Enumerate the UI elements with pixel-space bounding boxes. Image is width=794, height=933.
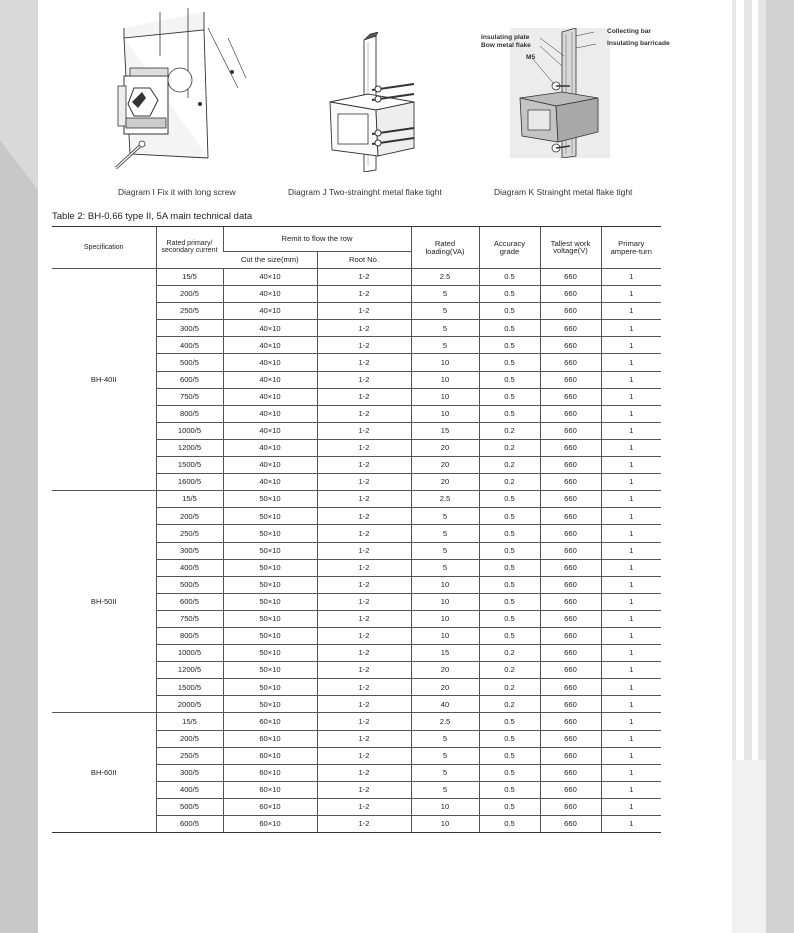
voltage-cell: 660 [540,679,601,696]
voltage-cell: 660 [540,388,601,405]
voltage-cell: 660 [540,696,601,713]
ampere-turn-cell: 1 [601,354,661,371]
table-title: Table 2: BH-0.66 type II, 5A main technical data [52,211,253,222]
rated-current-cell: 1500/5 [156,679,223,696]
rated-current-cell: 500/5 [156,354,223,371]
rated-current-cell: 400/5 [156,337,223,354]
root-no-cell: 1-2 [317,610,411,627]
label-collecting-bar: Collecting bar [607,28,651,35]
ampere-turn-cell: 1 [601,508,661,525]
rated-loading-cell: 5 [411,764,479,781]
ampere-turn-cell: 1 [601,439,661,456]
cut-size-cell: 40×10 [223,405,317,422]
rated-current-cell: 250/5 [156,747,223,764]
header-accuracy-grade: Accuracy grade [479,227,540,269]
rated-loading-cell: 2.5 [411,269,479,286]
ampere-turn-cell: 1 [601,491,661,508]
root-no-cell: 1-2 [317,320,411,337]
ampere-turn-cell: 1 [601,593,661,610]
header-root-no: Root No. [317,252,411,269]
ampere-turn-cell: 1 [601,645,661,662]
header-primary-turn: Primary ampere-turn [601,227,661,269]
accuracy-cell: 0.5 [479,781,540,798]
cut-size-cell: 60×10 [223,747,317,764]
cut-size-cell: 40×10 [223,422,317,439]
voltage-cell: 660 [540,781,601,798]
cut-size-cell: 40×10 [223,269,317,286]
cut-size-cell: 50×10 [223,491,317,508]
ampere-turn-cell: 1 [601,610,661,627]
rated-loading-cell: 20 [411,679,479,696]
rated-loading-cell: 40 [411,696,479,713]
ampere-turn-cell: 1 [601,286,661,303]
accuracy-cell: 0.5 [479,764,540,781]
rated-current-cell: 400/5 [156,781,223,798]
rated-current-cell: 500/5 [156,576,223,593]
rated-loading-cell: 10 [411,627,479,644]
accuracy-cell: 0.5 [479,816,540,833]
rated-loading-cell: 10 [411,576,479,593]
rated-loading-cell: 10 [411,610,479,627]
voltage-cell: 660 [540,405,601,422]
root-no-cell: 1-2 [317,781,411,798]
cut-size-cell: 50×10 [223,610,317,627]
rated-loading-cell: 10 [411,816,479,833]
root-no-cell: 1-2 [317,371,411,388]
ampere-turn-cell: 1 [601,422,661,439]
accuracy-cell: 0.5 [479,747,540,764]
root-no-cell: 1-2 [317,286,411,303]
ampere-turn-cell: 1 [601,388,661,405]
cut-size-cell: 50×10 [223,525,317,542]
header-remit-group: Remit to flow the row [223,227,411,252]
rated-loading-cell: 10 [411,593,479,610]
accuracy-cell: 0.5 [479,713,540,730]
rated-loading-cell: 20 [411,662,479,679]
rated-current-cell: 400/5 [156,559,223,576]
rated-current-cell: 15/5 [156,491,223,508]
root-no-cell: 1-2 [317,439,411,456]
ampere-turn-cell: 1 [601,269,661,286]
voltage-cell: 660 [540,422,601,439]
voltage-cell: 660 [540,303,601,320]
rated-current-cell: 800/5 [156,405,223,422]
root-no-cell: 1-2 [317,405,411,422]
ampere-turn-cell: 1 [601,337,661,354]
root-no-cell: 1-2 [317,474,411,491]
rated-loading-cell: 5 [411,320,479,337]
accuracy-cell: 0.5 [479,337,540,354]
rated-current-cell: 500/5 [156,798,223,815]
voltage-cell: 660 [540,764,601,781]
root-no-cell: 1-2 [317,388,411,405]
rated-current-cell: 15/5 [156,269,223,286]
accuracy-cell: 0.2 [479,439,540,456]
root-no-cell: 1-2 [317,747,411,764]
root-no-cell: 1-2 [317,679,411,696]
cut-size-cell: 60×10 [223,730,317,747]
rated-current-cell: 200/5 [156,286,223,303]
voltage-cell: 660 [540,354,601,371]
accuracy-cell: 0.5 [479,269,540,286]
accuracy-cell: 0.5 [479,627,540,644]
root-no-cell: 1-2 [317,593,411,610]
diagram-i-caption: Diagram I Fix it with long screw [118,187,236,197]
rated-current-cell: 250/5 [156,303,223,320]
accuracy-cell: 0.5 [479,320,540,337]
rated-loading-cell: 15 [411,422,479,439]
diagram-j-illustration [318,32,422,172]
ampere-turn-cell: 1 [601,559,661,576]
ampere-turn-cell: 1 [601,679,661,696]
accuracy-cell: 0.2 [479,457,540,474]
label-m5: M5 [526,54,536,61]
cut-size-cell: 40×10 [223,371,317,388]
label-insulating-plate: Insulating plate [481,34,530,41]
voltage-cell: 660 [540,542,601,559]
header-rated-current: Rated primary/ secondary current [156,227,223,269]
rated-loading-cell: 5 [411,747,479,764]
accuracy-cell: 0.5 [479,542,540,559]
rated-loading-cell: 15 [411,645,479,662]
cut-size-cell: 40×10 [223,439,317,456]
table-row [52,269,661,286]
accuracy-cell: 0.5 [479,371,540,388]
ampere-turn-cell: 1 [601,525,661,542]
ampere-turn-cell: 1 [601,542,661,559]
diagram-k-caption: Diagram K Strainght metal flake tight [494,187,633,197]
accuracy-cell: 0.5 [479,388,540,405]
cut-size-cell: 40×10 [223,354,317,371]
cut-size-cell: 50×10 [223,576,317,593]
root-no-cell: 1-2 [317,559,411,576]
ampere-turn-cell: 1 [601,576,661,593]
cut-size-cell: 40×10 [223,474,317,491]
rated-loading-cell: 5 [411,559,479,576]
voltage-cell: 660 [540,627,601,644]
voltage-cell: 660 [540,320,601,337]
rated-loading-cell: 20 [411,474,479,491]
voltage-cell: 660 [540,474,601,491]
voltage-cell: 660 [540,286,601,303]
voltage-cell: 660 [540,576,601,593]
voltage-cell: 660 [540,798,601,815]
rated-loading-cell: 10 [411,371,479,388]
table-row [52,491,661,508]
root-no-cell: 1-2 [317,269,411,286]
ampere-turn-cell: 1 [601,713,661,730]
cut-size-cell: 60×10 [223,781,317,798]
technical-data-table [52,226,661,833]
diagram-i-illustration [108,8,256,180]
voltage-cell: 660 [540,747,601,764]
rated-loading-cell: 5 [411,286,479,303]
ampere-turn-cell: 1 [601,457,661,474]
rated-current-cell: 200/5 [156,508,223,525]
root-no-cell: 1-2 [317,798,411,815]
voltage-cell: 660 [540,439,601,456]
cut-size-cell: 40×10 [223,303,317,320]
cut-size-cell: 50×10 [223,508,317,525]
rated-current-cell: 300/5 [156,764,223,781]
rated-current-cell: 2000/5 [156,696,223,713]
rated-loading-cell: 10 [411,388,479,405]
rated-loading-cell: 10 [411,405,479,422]
accuracy-cell: 0.5 [479,559,540,576]
rated-current-cell: 1200/5 [156,439,223,456]
diagram-j-caption: Diagram J Two-strainght metal flake tight [288,187,442,197]
ampere-turn-cell: 1 [601,781,661,798]
voltage-cell: 660 [540,371,601,388]
ampere-turn-cell: 1 [601,764,661,781]
cut-size-cell: 40×10 [223,320,317,337]
specification-cell: BH-50II [52,491,156,713]
cut-size-cell: 60×10 [223,816,317,833]
rated-loading-cell: 10 [411,798,479,815]
accuracy-cell: 0.5 [479,730,540,747]
rated-current-cell: 1000/5 [156,422,223,439]
voltage-cell: 660 [540,593,601,610]
rated-current-cell: 800/5 [156,627,223,644]
rated-current-cell: 200/5 [156,730,223,747]
accuracy-cell: 0.5 [479,798,540,815]
voltage-cell: 660 [540,645,601,662]
label-insulating-barricade: Insulating barricade [607,40,670,47]
root-no-cell: 1-2 [317,508,411,525]
voltage-cell: 660 [540,337,601,354]
root-no-cell: 1-2 [317,542,411,559]
accuracy-cell: 0.5 [479,303,540,320]
rated-loading-cell: 20 [411,457,479,474]
voltage-cell: 660 [540,491,601,508]
cut-size-cell: 60×10 [223,764,317,781]
accuracy-cell: 0.5 [479,525,540,542]
rated-loading-cell: 20 [411,439,479,456]
cut-size-cell: 50×10 [223,662,317,679]
rated-loading-cell: 2.5 [411,491,479,508]
root-no-cell: 1-2 [317,457,411,474]
accuracy-cell: 0.5 [479,576,540,593]
cut-size-cell: 60×10 [223,713,317,730]
cut-size-cell: 50×10 [223,593,317,610]
header-specification: Specification [52,227,156,269]
cut-size-cell: 50×10 [223,679,317,696]
cut-size-cell: 50×10 [223,559,317,576]
header-rated-loading: Rated loading(VA) [411,227,479,269]
ampere-turn-cell: 1 [601,627,661,644]
label-bow-metal-flake: Bow metal flake [481,42,531,49]
root-no-cell: 1-2 [317,645,411,662]
rated-loading-cell: 5 [411,508,479,525]
rated-current-cell: 600/5 [156,816,223,833]
root-no-cell: 1-2 [317,354,411,371]
specification-cell: BH-60II [52,713,156,833]
root-no-cell: 1-2 [317,422,411,439]
rated-current-cell: 1600/5 [156,474,223,491]
rated-loading-cell: 5 [411,542,479,559]
voltage-cell: 660 [540,610,601,627]
rated-current-cell: 600/5 [156,371,223,388]
accuracy-cell: 0.5 [479,610,540,627]
ampere-turn-cell: 1 [601,474,661,491]
root-no-cell: 1-2 [317,576,411,593]
voltage-cell: 660 [540,508,601,525]
voltage-cell: 660 [540,525,601,542]
voltage-cell: 660 [540,269,601,286]
header-cut-size: Cut the size(mm) [223,252,317,269]
rated-current-cell: 1500/5 [156,457,223,474]
root-no-cell: 1-2 [317,713,411,730]
voltage-cell: 660 [540,559,601,576]
rated-current-cell: 300/5 [156,320,223,337]
rated-loading-cell: 5 [411,303,479,320]
voltage-cell: 660 [540,662,601,679]
ampere-turn-cell: 1 [601,371,661,388]
cut-size-cell: 60×10 [223,798,317,815]
cut-size-cell: 50×10 [223,645,317,662]
table-row [52,713,661,730]
accuracy-cell: 0.2 [479,662,540,679]
accuracy-cell: 0.2 [479,645,540,662]
accuracy-cell: 0.2 [479,422,540,439]
ampere-turn-cell: 1 [601,303,661,320]
ampere-turn-cell: 1 [601,696,661,713]
root-no-cell: 1-2 [317,730,411,747]
cut-size-cell: 40×10 [223,388,317,405]
voltage-cell: 660 [540,713,601,730]
root-no-cell: 1-2 [317,764,411,781]
cut-size-cell: 40×10 [223,337,317,354]
rated-loading-cell: 2.5 [411,713,479,730]
ampere-turn-cell: 1 [601,405,661,422]
root-no-cell: 1-2 [317,696,411,713]
rated-loading-cell: 5 [411,525,479,542]
voltage-cell: 660 [540,730,601,747]
rated-current-cell: 300/5 [156,542,223,559]
accuracy-cell: 0.2 [479,696,540,713]
root-no-cell: 1-2 [317,337,411,354]
rated-current-cell: 1200/5 [156,662,223,679]
rated-loading-cell: 5 [411,337,479,354]
rated-loading-cell: 5 [411,781,479,798]
ampere-turn-cell: 1 [601,730,661,747]
header-tallest-voltage: Tallest work voltage(V) [540,227,601,269]
rated-current-cell: 250/5 [156,525,223,542]
cut-size-cell: 50×10 [223,542,317,559]
rated-current-cell: 1000/5 [156,645,223,662]
cut-size-cell: 40×10 [223,286,317,303]
rated-current-cell: 750/5 [156,610,223,627]
ampere-turn-cell: 1 [601,662,661,679]
accuracy-cell: 0.2 [479,474,540,491]
ampere-turn-cell: 1 [601,798,661,815]
root-no-cell: 1-2 [317,662,411,679]
cut-size-cell: 50×10 [223,696,317,713]
accuracy-cell: 0.5 [479,286,540,303]
table-body [52,269,661,833]
ampere-turn-cell: 1 [601,747,661,764]
rated-current-cell: 750/5 [156,388,223,405]
root-no-cell: 1-2 [317,491,411,508]
ampere-turn-cell: 1 [601,320,661,337]
accuracy-cell: 0.5 [479,491,540,508]
ampere-turn-cell: 1 [601,816,661,833]
voltage-cell: 660 [540,816,601,833]
voltage-cell: 660 [540,457,601,474]
rated-loading-cell: 5 [411,730,479,747]
accuracy-cell: 0.5 [479,354,540,371]
accuracy-cell: 0.5 [479,508,540,525]
accuracy-cell: 0.2 [479,679,540,696]
accuracy-cell: 0.5 [479,593,540,610]
specification-cell: BH-40II [52,269,156,491]
root-no-cell: 1-2 [317,627,411,644]
root-no-cell: 1-2 [317,816,411,833]
rated-current-cell: 15/5 [156,713,223,730]
cut-size-cell: 50×10 [223,627,317,644]
root-no-cell: 1-2 [317,525,411,542]
rated-loading-cell: 10 [411,354,479,371]
root-no-cell: 1-2 [317,303,411,320]
rated-current-cell: 600/5 [156,593,223,610]
accuracy-cell: 0.5 [479,405,540,422]
cut-size-cell: 40×10 [223,457,317,474]
